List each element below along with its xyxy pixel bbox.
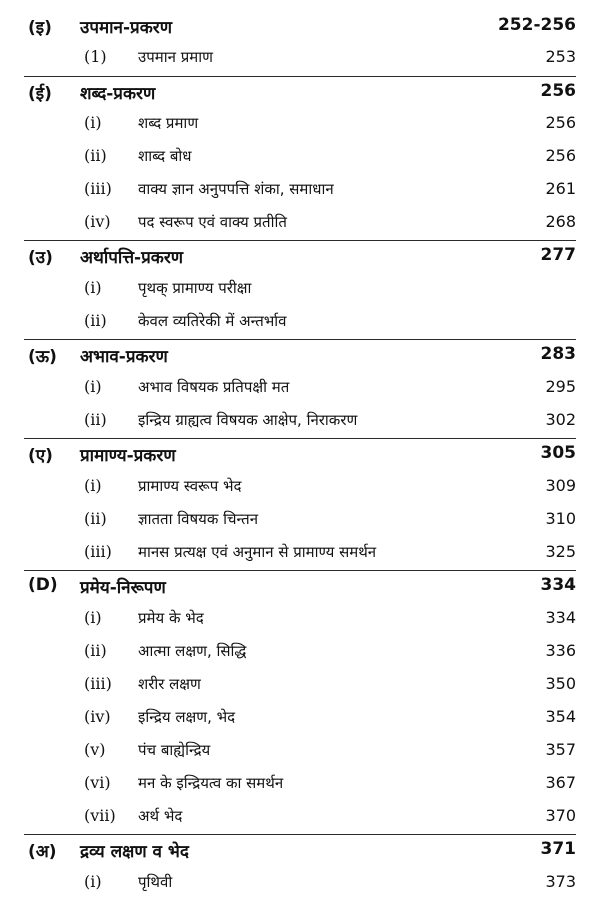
toc-entry-row xyxy=(0,375,600,405)
toc-entry-row xyxy=(0,804,600,834)
toc-entry-row xyxy=(0,540,600,570)
section-divider xyxy=(24,438,576,439)
toc-entry-row xyxy=(0,144,600,174)
toc-section-page: 277 xyxy=(540,245,576,265)
toc-entry-row xyxy=(0,672,600,702)
toc-entry-row xyxy=(0,111,600,141)
toc-section-number: (इ) xyxy=(28,18,52,38)
toc-entry-title: मन के इन्द्रियत्व का समर्थन xyxy=(138,774,284,792)
toc-entry-row xyxy=(0,210,600,240)
toc-entry-number: (i) xyxy=(84,476,102,495)
toc-entry-number: (iv) xyxy=(84,707,111,726)
toc-entry-number: (v) xyxy=(84,740,106,759)
toc-section-number: (ऊ) xyxy=(28,347,57,367)
toc-entry-page: 373 xyxy=(545,872,576,891)
toc-entry-row xyxy=(0,639,600,669)
toc-entry-number: (ii) xyxy=(84,311,107,330)
section-divider xyxy=(24,76,576,77)
toc-entry-number: (vi) xyxy=(84,773,111,792)
toc-entry-title: वाक्य ज्ञान अनुपपत्ति शंका, समाधान xyxy=(138,180,334,198)
toc-entry-title: शरीर लक्षण xyxy=(138,675,201,693)
toc-entry-number: (i) xyxy=(84,377,102,396)
toc-entry-row xyxy=(0,705,600,735)
toc-entry-title: मानस प्रत्यक्ष एवं अनुमान से प्रामाण्य समर्थन xyxy=(138,543,377,561)
toc-entry-number: (iii) xyxy=(84,542,112,561)
toc-section-title: उपमान-प्रकरण xyxy=(80,18,173,38)
toc-entry-title: पृथिवी xyxy=(138,873,173,891)
toc-entry-title: पंच बाह्येन्द्रिय xyxy=(138,741,211,759)
toc-section-number: (ई) xyxy=(28,84,52,104)
toc-entry-page: 310 xyxy=(545,509,576,528)
section-divider xyxy=(24,834,576,835)
toc-entry-row xyxy=(0,45,600,75)
toc-entry-page: 302 xyxy=(545,410,576,429)
toc-entry-title: पद स्वरूप एवं वाक्य प्रतीति xyxy=(138,213,287,231)
toc-section-page: 305 xyxy=(540,443,576,463)
toc-entry-title: अभाव विषयक प्रतिपक्षी मत xyxy=(138,378,290,396)
toc-section-page: 283 xyxy=(540,344,576,364)
toc-entry-page: 370 xyxy=(545,806,576,825)
toc-entry-title: आत्मा लक्षण, सिद्धि xyxy=(138,642,247,660)
section-divider xyxy=(24,339,576,340)
section-divider xyxy=(24,570,576,571)
toc-entry-number: (i) xyxy=(84,872,102,891)
toc-section-row xyxy=(0,441,600,471)
toc-section-title: प्रमेय-निरूपण xyxy=(80,578,166,598)
toc-entry-row xyxy=(0,408,600,438)
toc-entry-number: (iii) xyxy=(84,179,112,198)
toc-entry-number: (ii) xyxy=(84,509,107,528)
toc-section-row xyxy=(0,13,600,43)
toc-section-title: अर्थापत्ति-प्रकरण xyxy=(80,248,184,268)
toc-entry-page: 295 xyxy=(545,377,576,396)
toc-section-row xyxy=(0,79,600,109)
toc-entry-row xyxy=(0,870,600,900)
toc-entry-row xyxy=(0,276,600,306)
toc-entry-row xyxy=(0,474,600,504)
toc-section-row xyxy=(0,573,600,603)
toc-entry-page: 354 xyxy=(545,707,576,726)
toc-entry-row xyxy=(0,507,600,537)
toc-section-number: (उ) xyxy=(28,248,53,268)
toc-entry-page: 367 xyxy=(545,773,576,792)
toc-entry-title: शाब्द बोध xyxy=(138,147,192,165)
toc-section-number: (D) xyxy=(28,575,58,595)
toc-entry-title: इन्द्रिय ग्राह्यत्व विषयक आक्षेप, निराकरण xyxy=(138,411,358,429)
toc-entry-page: 309 xyxy=(545,476,576,495)
toc-entry-title: अर्थ भेद xyxy=(138,807,183,825)
toc-entry-title: प्रामाण्य स्वरूप भेद xyxy=(138,477,242,495)
toc-entry-page: 256 xyxy=(545,113,576,132)
toc-entry-title: पृथक् प्रामाण्य परीक्षा xyxy=(138,279,252,297)
toc-entry-title: इन्द्रिय लक्षण, भेद xyxy=(138,708,236,726)
toc-entry-number: (iii) xyxy=(84,674,112,693)
toc-entry-title: शब्द प्रमाण xyxy=(138,114,199,132)
toc-entry-number: (ii) xyxy=(84,410,107,429)
toc-section-title: प्रामाण्य-प्रकरण xyxy=(80,446,176,466)
toc-entry-page: 256 xyxy=(545,146,576,165)
toc-entry-number: (iv) xyxy=(84,212,111,231)
toc-section-title: शब्द-प्रकरण xyxy=(80,84,156,104)
toc-section-number: (अ) xyxy=(28,842,57,862)
toc-entry-number: (ii) xyxy=(84,146,107,165)
toc-entry-number: (i) xyxy=(84,113,102,132)
toc-section-page: 371 xyxy=(540,839,576,859)
toc-entry-number: (1) xyxy=(84,47,107,66)
toc-entry-title: ज्ञातता विषयक चिन्तन xyxy=(138,510,259,528)
toc-entry-page: 336 xyxy=(545,641,576,660)
toc-section-page: 256 xyxy=(540,81,576,101)
toc-entry-number: (i) xyxy=(84,278,102,297)
toc-entry-page: 334 xyxy=(545,608,576,627)
toc-section-title: द्रव्य लक्षण व भेद xyxy=(80,842,189,862)
toc-section-row xyxy=(0,342,600,372)
toc-entry-page: 261 xyxy=(545,179,576,198)
toc-section-title: अभाव-प्रकरण xyxy=(80,347,168,367)
toc-entry-row xyxy=(0,177,600,207)
toc-entry-title: उपमान प्रमाण xyxy=(138,48,213,66)
toc-entry-number: (ii) xyxy=(84,641,107,660)
toc-entry-number: (vii) xyxy=(84,806,116,825)
toc-entry-page: 268 xyxy=(545,212,576,231)
toc-entry-row xyxy=(0,771,600,801)
toc-section-row xyxy=(0,837,600,867)
toc-entry-page: 325 xyxy=(545,542,576,561)
toc-entry-page: 350 xyxy=(545,674,576,693)
toc-entry-row xyxy=(0,309,600,339)
toc-entry-title: प्रमेय के भेद xyxy=(138,609,204,627)
toc-section-row xyxy=(0,243,600,273)
toc-entry-row xyxy=(0,738,600,768)
toc-section-number: (ए) xyxy=(28,446,53,466)
section-divider xyxy=(24,240,576,241)
toc-section-page: 334 xyxy=(540,575,576,595)
toc-entry-title: केवल व्यतिरेकी में अन्तर्भाव xyxy=(138,312,287,330)
toc-entry-row xyxy=(0,606,600,636)
toc-entry-page: 357 xyxy=(545,740,576,759)
toc-entry-number: (i) xyxy=(84,608,102,627)
toc-entry-page: 253 xyxy=(545,47,576,66)
toc-section-page: 252-256 xyxy=(497,15,576,35)
